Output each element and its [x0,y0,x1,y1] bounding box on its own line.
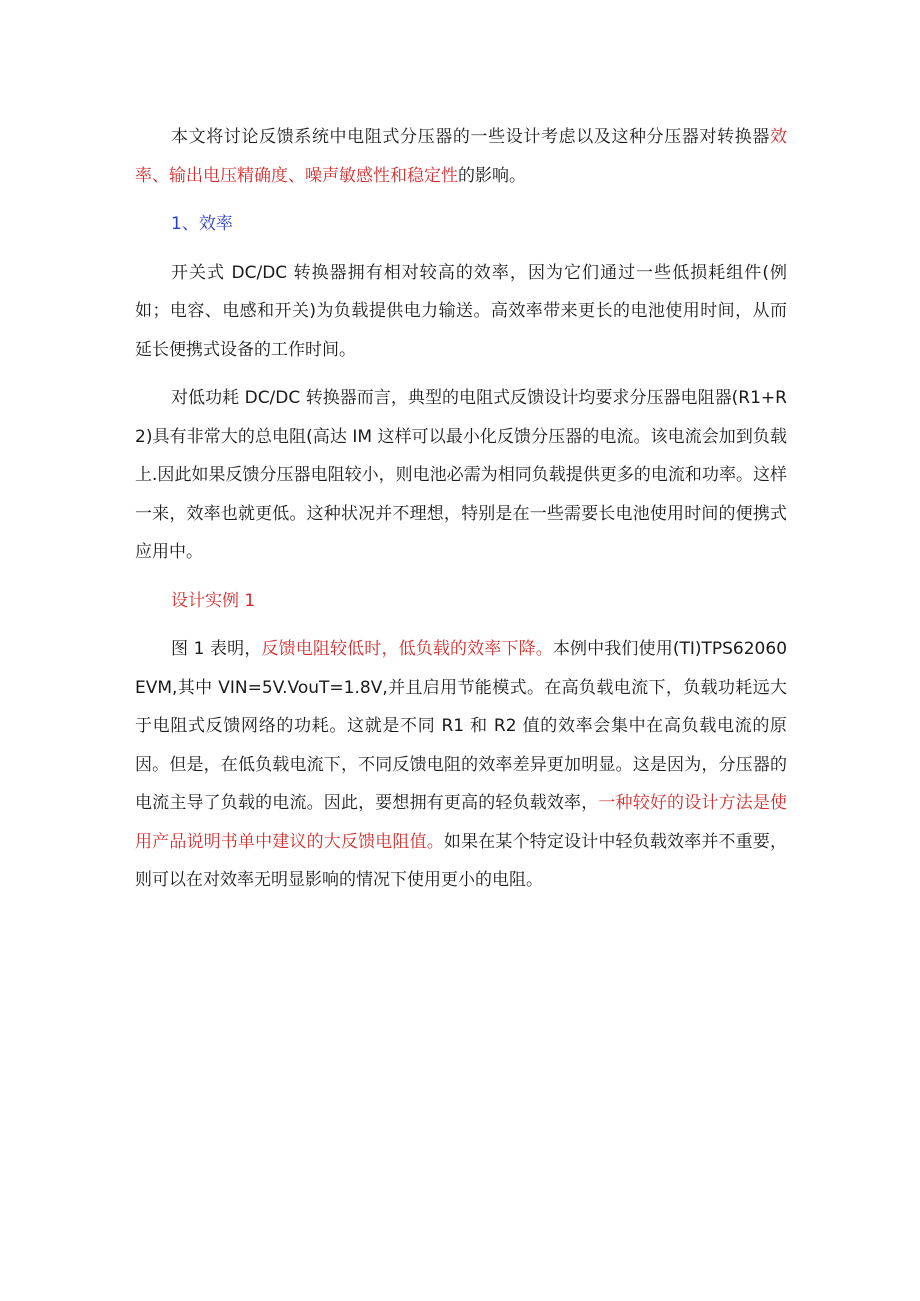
efficiency-paragraph-1: 开关式 DC/DC 转换器拥有相对较高的效率，因为它们通过一些低损耗组件(例如；电容、电感和开关)为负载提供电力输送。高效率带来更长的电池使用时间，从而延长便携式设备的工作时间。 [135,262,787,360]
document-page [135,118,787,910]
example-highlight-1: 反馈电阻较低时，低负载的效率下降。 [261,639,553,659]
intro-text-2: 的影响。 [458,165,526,186]
example-highlight-2: 一种较好的设计方法是使用产品说明书单中建议的大反馈电阻值。 [135,793,788,852]
intro-text-1: 本文将讨论反馈系统中电阻式分压器的一些设计考虑以及这种分压器对转换器 [171,127,770,147]
intro-highlight: 效率、输出电压精确度、噪声敏感性和稳定性 [135,127,787,186]
example-text-2: 本例中我们使用(TI)TPS62060EVM,其中 VIN=5V.VouT=1.8V,并且启用节能模式。在高负载电流下，负载功耗远大于电阻式反馈网络的功耗。这就是不同 R1 和 R2 值的效率会集中在高负载电流的原因。但是，在低负载电流下，不同反馈电阻的效率差异更加明显。这是因为，分压器的电流主导了负载的电流。因此，要想拥有更高的轻负载效率， [135,639,788,813]
example-text-3: 如果在某个特定设计中轻负载效率并不重要，则可以在对效率无明显影响的情况下使用更小的电阻。 [135,831,788,890]
efficiency-paragraph-2: 对低功耗 DC/DC 转换器而言，典型的电阻式反馈设计均要求分压器电阻器(R1+R2)具有非常大的总电阻(高达 IM 这样可以最小化反馈分压器的电流。该电流会加到负载上.因此如果反馈分压器电阻较小，则电池必需为相同负载提供更多的电流和功率。这样一来，效率也就更低。这种状况并不理想，特别是在一些需要长电池使用时间的便携式应用中。 [135,388,787,562]
design-example-heading: 设计实例 1 [171,590,256,611]
design-example-paragraph [135,630,787,900]
example-text-1: 图 1 表明， [171,639,262,659]
intro-paragraph [135,118,787,195]
section-heading-efficiency: 1、效率 [171,214,233,234]
